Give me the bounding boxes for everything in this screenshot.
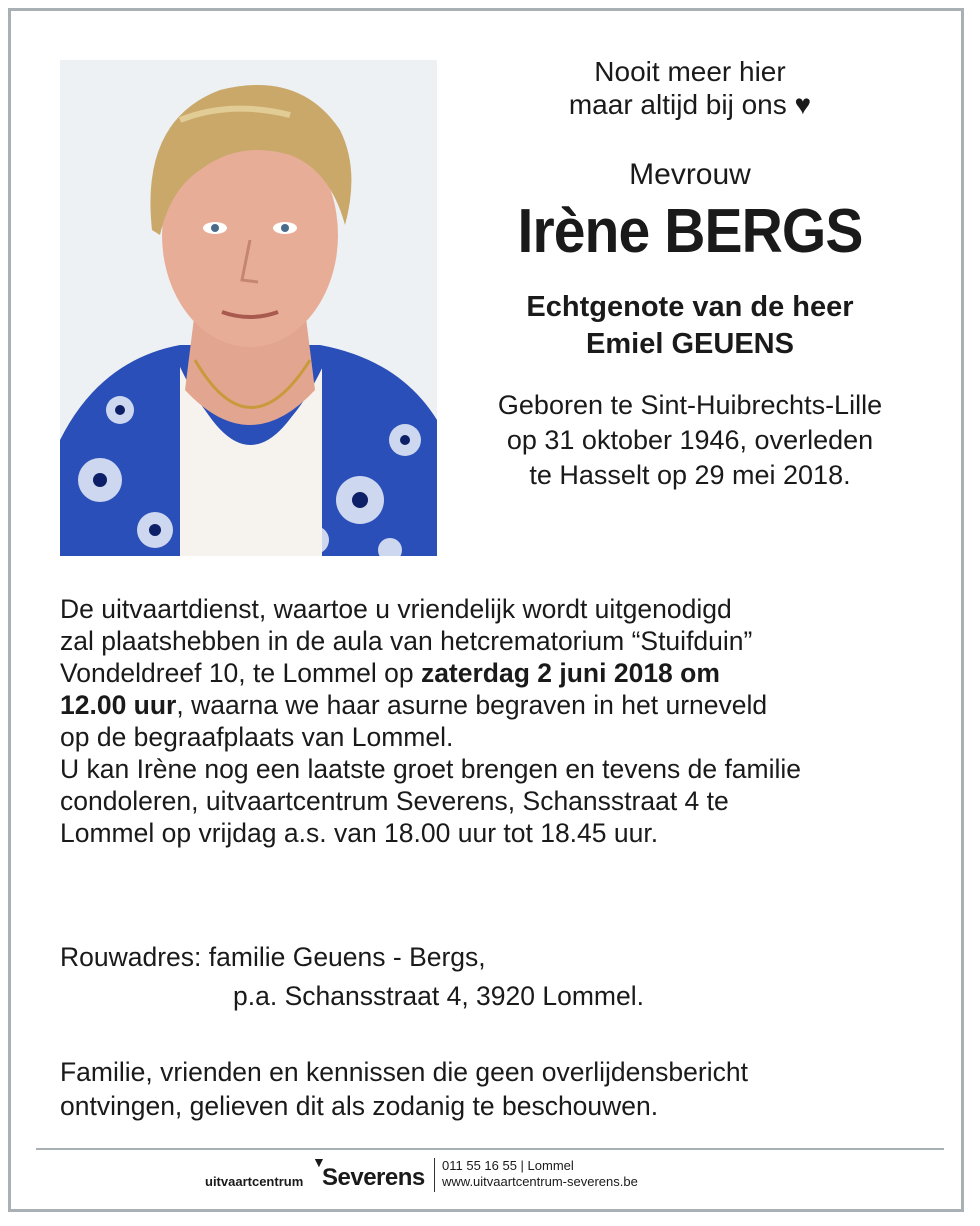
phone-text: 011 55 16 55 | Lommel: [442, 1158, 574, 1173]
mourning-address: Rouwadres: familie Geuens - Bergs,: [60, 942, 486, 972]
footer-divider: [36, 1148, 944, 1150]
service-time: 12.00 uur: [60, 690, 177, 720]
notice-line: Familie, vrienden en kennissen die geen overlijdensbericht: [60, 1057, 748, 1087]
deceased-name: Irène BERGS: [517, 197, 863, 266]
service-line: U kan Irène nog een laatste groet brengen en tevens de familie: [60, 754, 802, 784]
service-line: [60, 657, 930, 689]
motto-line: maar altijd bij ons ♥: [568, 89, 812, 120]
birth-line: op 31 oktober 1946, overleden: [506, 425, 874, 455]
service-line: op de begraafplaats van Lommel.: [60, 722, 454, 752]
service-line: De uitvaartdienst, waartoe u vriendelijk wordt uitgenodigd: [60, 594, 732, 624]
birth-line: te Hasselt op 29 mei 2018.: [529, 460, 851, 490]
service-line: Lommel op vrijdag a.s. van 18.00 uur tot 18.45 uur.: [60, 818, 659, 848]
service-date: zaterdag 2 juni 2018 om: [420, 658, 720, 688]
portrait-photo: [60, 60, 437, 556]
contact-info: [442, 1158, 638, 1190]
birth-line: Geboren te Sint-Huibrechts-Lille: [497, 390, 883, 420]
birth-death-info: [450, 388, 930, 493]
service-line: condoleren, uitvaartcentrum Severens, Schansstraat 4 te: [60, 786, 729, 816]
service-text: , waarna we haar asurne begraven in het urneveld: [176, 690, 768, 720]
website-link[interactable]: www.uitvaartcentrum-severens.be: [442, 1174, 638, 1189]
spouse-line: Emiel GEUENS: [586, 328, 794, 360]
service-details: [60, 593, 930, 849]
honorific: Mevrouw: [629, 158, 751, 191]
spouse-info: [450, 289, 930, 363]
notice-line: ontvingen, gelieven dit als zodanig te beschouwen.: [60, 1091, 659, 1121]
logo-small-text: uitvaartcentrum: [205, 1174, 304, 1189]
portrait-illustration: [60, 60, 437, 556]
header-block: [450, 55, 930, 493]
spouse-line: Echtgenote van de heer: [526, 291, 854, 323]
service-line: [60, 689, 930, 721]
motto-line: Nooit meer hier: [594, 56, 786, 87]
mourning-address-street: p.a. Schansstraat 4, 3920 Lommel.: [233, 981, 644, 1011]
logo-brand-text: Severens: [322, 1164, 425, 1191]
motto: [450, 55, 930, 121]
service-line: zal plaatshebben in de aula van hetcrematorium “Stuifduin”: [60, 626, 753, 656]
notice-text: [60, 1055, 748, 1123]
logo-separator: [434, 1158, 435, 1192]
service-text: Vondeldreef 10, te Lommel op: [60, 658, 421, 688]
triangle-icon: ▼: [312, 1154, 326, 1170]
